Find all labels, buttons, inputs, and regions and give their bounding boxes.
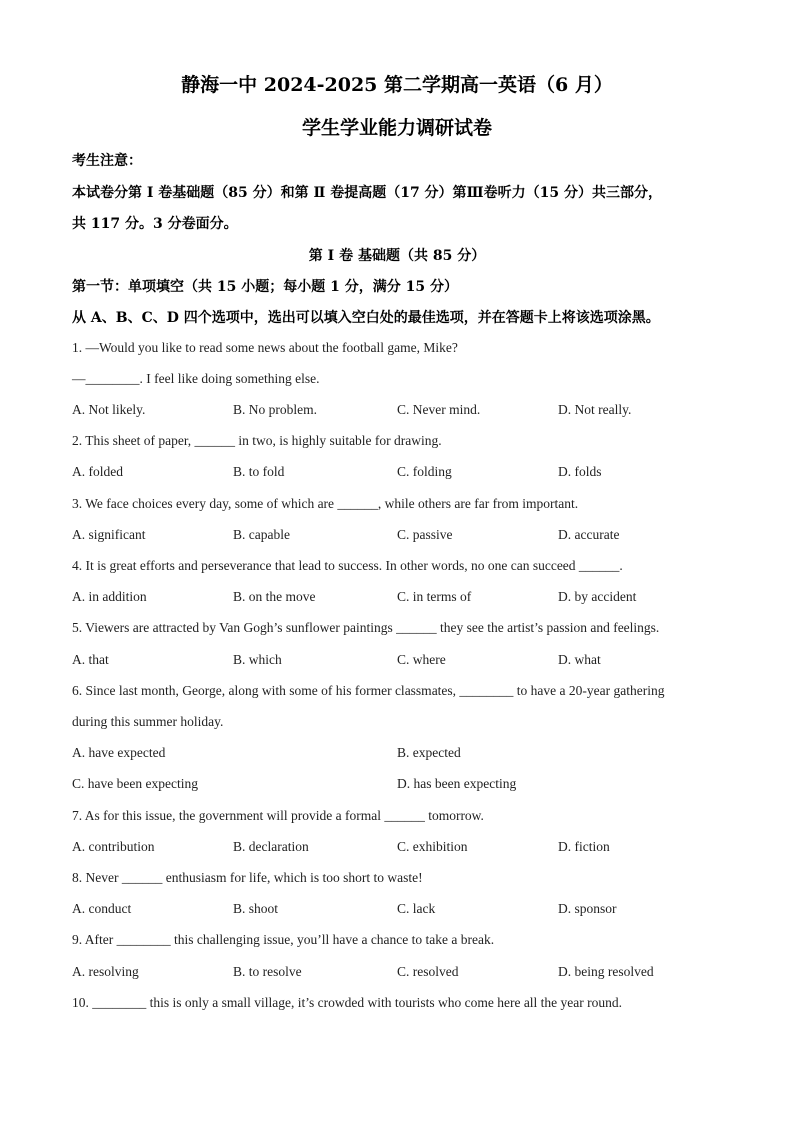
option-a: A. contribution [72,839,155,854]
option-a: A. in addition [72,589,147,604]
question-stem: 4. It is great efforts and perseverance that lead to success. In other words, no one can succeed ______. [72,558,623,573]
notice-heading: 考生注意： [72,153,142,169]
section-title: 第 I 卷 基础题（共 85 分） [308,248,486,264]
option-c: C. resolved [397,964,459,979]
option-c: C. Never mind. [397,402,481,417]
part-title: 第一节：单项填空（共 15 小题；每小题 1 分，满分 15 分） [72,279,458,295]
option-d: D. folds [558,464,602,479]
question-stem: 6. Since last month, George, along with some of his former classmates, ________ to have a 20-year gathering [72,683,665,698]
option-b: B. to resolve [233,964,302,979]
question-stem-continued: —________. I feel like doing something else. [72,371,320,386]
option-a: A. significant [72,527,146,542]
option-c: C. lack [397,901,436,916]
option-a: A. conduct [72,901,132,916]
option-b: B. on the move [233,589,316,604]
option-c: C. passive [397,527,453,542]
option-d: D. accurate [558,527,620,542]
question-stem: 10. ________ this is only a small village, it’s crowded with tourists who come here all the year round. [72,995,623,1010]
question-stem: 3. We face choices every day, some of which are ______, while others are far from important. [72,496,579,511]
question-stem: 2. This sheet of paper, ______ in two, is highly suitable for drawing. [72,433,442,448]
question-stem-continued: during this summer holiday. [72,714,224,729]
option-a: A. folded [72,464,123,479]
instructions: 从 A、B、C、D 四个选项中，选出可以填入空白处的最佳选项，并在答题卡上将该选项涂黑。 [72,310,660,326]
option-c: C. in terms of [397,589,472,604]
option-d: D. sponsor [558,901,617,916]
option-b: B. No problem. [233,402,317,417]
question-stem: 1. —Would you like to read some news about the football game, Mike? [72,340,458,355]
option-c: C. have been expecting [72,776,198,791]
option-b: B. expected [397,745,461,760]
option-d: D. fiction [558,839,610,854]
question-stem: 9. After ________ this challenging issue, you’ll have a chance to take a break. [72,932,495,947]
option-c: C. folding [397,464,452,479]
option-d: D. has been expecting [397,776,517,791]
option-d: D. by accident [558,589,637,604]
option-b: B. shoot [233,901,279,916]
notice-line-1: 本试卷分第 Ⅰ 卷基础题（85 分）和第 Ⅱ 卷提高题（17 分）第Ⅲ卷听力（15 分）共三部分， [72,185,662,201]
option-a: A. that [72,652,109,667]
notice-line-2: 共 117 分。3 分卷面分。 [72,216,238,232]
option-b: B. capable [233,527,290,542]
option-d: D. being resolved [558,964,654,979]
option-d: D. Not really. [558,402,632,417]
option-b: B. to fold [233,464,285,479]
option-c: C. exhibition [397,839,468,854]
option-b: B. which [233,652,282,667]
option-a: A. resolving [72,964,139,979]
question-stem: 8. Never ______ enthusiasm for life, which is too short to waste! [72,870,423,885]
exam-subtitle: 学生学业能力调研试卷 [301,117,492,139]
option-b: B. declaration [233,839,309,854]
option-c: C. where [397,652,446,667]
exam-title: 静海一中 2024-2025 第二学期高一英语（6 月） [181,74,613,96]
option-d: D. what [558,652,601,667]
question-stem: 7. As for this issue, the government will provide a formal ______ tomorrow. [72,808,484,823]
option-a: A. Not likely. [72,402,146,417]
question-stem: 5. Viewers are attracted by Van Gogh’s sunflower paintings ______ they see the artist’s passion and feelings. [72,620,660,635]
option-a: A. have expected [72,745,166,760]
